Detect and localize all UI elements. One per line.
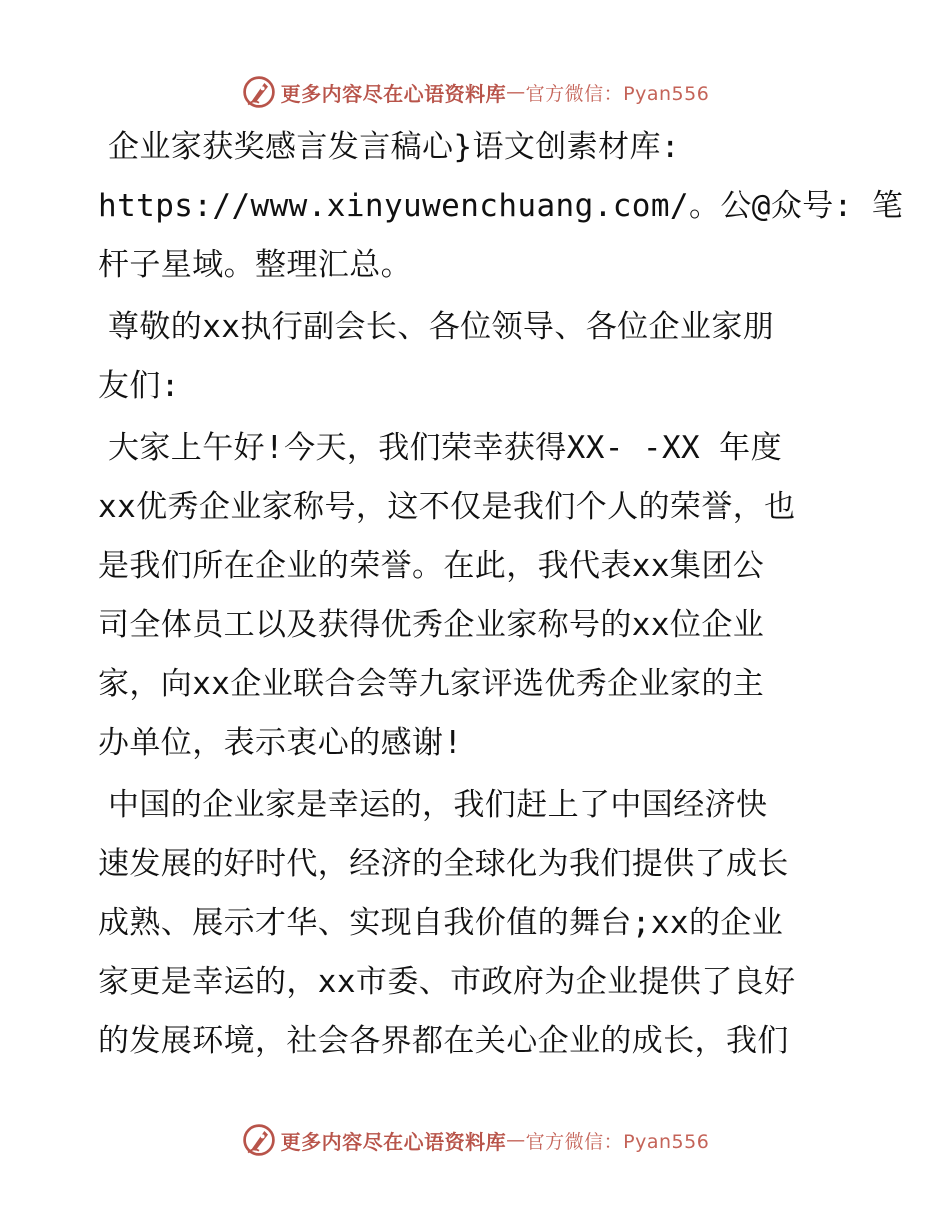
watermark-dash: — (506, 1129, 526, 1151)
watermark-banner-top (0, 70, 950, 114)
watermark-sub-text: 官方微信：Pyan556 (525, 82, 710, 105)
text-line: 司全体员工以及获得优秀企业家称号的xx位企业 (98, 607, 765, 643)
text-line: 杆子星域。整理汇总。 (98, 247, 412, 283)
pen-nib-logo-icon (241, 1122, 277, 1158)
text-line: 企业家获奖感言发言稿心}语文创素材库: (108, 129, 680, 165)
paragraph-salutation (98, 298, 858, 416)
paragraph-greeting (98, 419, 858, 773)
watermark-main-text: 更多内容尽在心语资料库 (280, 1129, 507, 1154)
text-line: 的发展环境，社会各界都在关心企业的成长，我们 (98, 1023, 789, 1059)
watermark-dash: — (506, 81, 526, 103)
text-line: 是我们所在企业的荣誉。在此，我代表xx集团公 (98, 548, 765, 584)
text-line: 尊敬的xx执行副会长、各位领导、各位企业家朋 (108, 309, 775, 345)
document-body (98, 118, 904, 1074)
paragraph-intro (98, 118, 904, 295)
watermark-banner-bottom (0, 1118, 950, 1162)
text-line: 办单位，表示衷心的感谢! (98, 725, 463, 761)
watermark-main-text: 更多内容尽在心语资料库 (280, 81, 507, 106)
text-line-url: https://www.xinyuwenchuang.com/。公@众号: 笔 (98, 188, 904, 224)
paragraph-body (98, 776, 858, 1071)
text-line: 友们: (98, 368, 180, 404)
text-line: 速发展的好时代，经济的全球化为我们提供了成长 (98, 846, 789, 882)
text-line: 中国的企业家是幸运的，我们赶上了中国经济快 (108, 787, 768, 823)
text-line: 家，向xx企业联合会等九家评选优秀企业家的主 (98, 666, 765, 702)
pen-nib-logo-icon (241, 74, 277, 110)
watermark-sub-text: 官方微信：Pyan556 (525, 1130, 710, 1153)
text-line: xx优秀企业家称号，这不仅是我们个人的荣誉，也 (98, 489, 796, 525)
text-line: 大家上午好!今天，我们荣幸获得XX- -XX 年度 (108, 430, 782, 466)
text-line: 成熟、展示才华、实现自我价值的舞台;xx的企业 (98, 905, 784, 941)
text-line: 家更是幸运的，xx市委、市政府为企业提供了良好 (98, 964, 796, 1000)
